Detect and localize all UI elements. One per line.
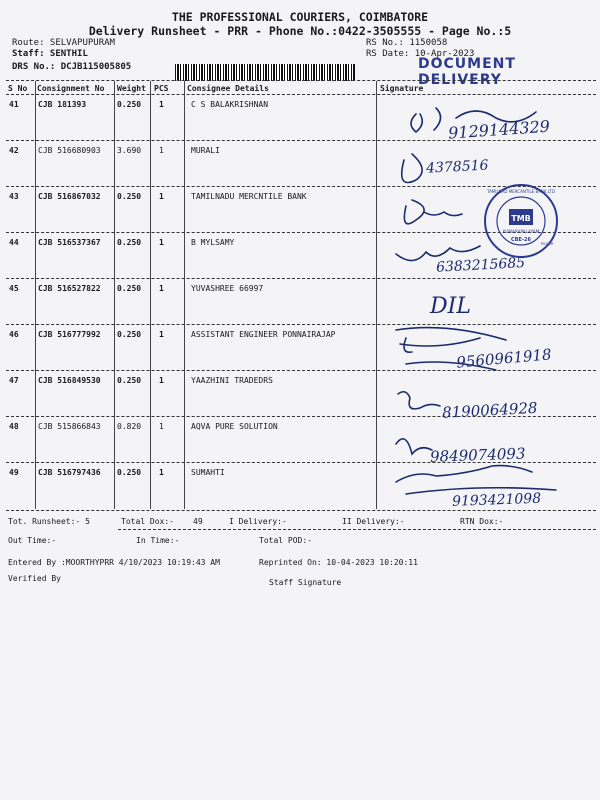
row-consignee: MURALI bbox=[191, 146, 220, 155]
row-consignee: B MYLSAMY bbox=[191, 238, 235, 247]
col-pcs: PCS bbox=[154, 84, 169, 93]
row-weight: 0.250 bbox=[117, 100, 142, 109]
seal-logo: TMB bbox=[511, 214, 531, 223]
row-weight: 0.250 bbox=[117, 468, 142, 477]
rtn-dox: RTN Dox:- bbox=[460, 517, 504, 526]
runsheet-subtitle: Delivery Runsheet - PRR - Phone No.:0422-3505555 - Page No.:5 bbox=[88, 24, 512, 38]
handwritten-phone: 9193421098 bbox=[451, 490, 542, 510]
total-dox-value: 49 bbox=[193, 517, 203, 526]
handwritten-phone: 6383215685 bbox=[435, 255, 526, 276]
row-consignment: CJB 516849530 bbox=[38, 376, 101, 385]
i-delivery: I Delivery:- bbox=[229, 517, 287, 526]
row-sno: 41 bbox=[9, 100, 19, 109]
rs-number: RS No.: 1150058 bbox=[366, 38, 448, 48]
row-pcs: 1 bbox=[159, 468, 164, 477]
row-consignment: CJB 516537367 bbox=[38, 238, 101, 247]
row-weight: 0.250 bbox=[117, 238, 142, 247]
row-pcs: 1 bbox=[159, 376, 164, 385]
in-time: In Time:- bbox=[136, 536, 180, 545]
bank-seal-stamp bbox=[483, 183, 559, 259]
document-delivery-stamp: DOCUMENT DELIVERY bbox=[418, 56, 516, 88]
signature-42 bbox=[402, 154, 422, 183]
signature-49 bbox=[396, 466, 556, 494]
row-pcs: 1 bbox=[159, 330, 164, 339]
row-sno: 43 bbox=[9, 192, 19, 201]
row-weight: 0.820 bbox=[117, 422, 142, 431]
row-pcs: 1 bbox=[159, 146, 164, 155]
total-pod: Total POD:- bbox=[259, 536, 312, 545]
reprinted-on: Reprinted On: 10-04-2023 10:20:11 bbox=[259, 558, 418, 567]
staff-signature: Staff Signature bbox=[269, 578, 342, 587]
rs-date: RS Date: 10-Apr-2023 bbox=[366, 49, 475, 59]
row-consignment: CJB 516777992 bbox=[38, 330, 101, 339]
handwritten-phone: 9560961918 bbox=[455, 345, 553, 372]
seal-side: PUDUR bbox=[540, 242, 554, 246]
seal-code: CBE-26 bbox=[511, 237, 531, 243]
row-consignee: C S BALAKRISHNAN bbox=[191, 100, 269, 109]
row-sno: 49 bbox=[9, 468, 19, 477]
signature-43 bbox=[404, 200, 462, 224]
divider bbox=[118, 529, 596, 530]
handwritten-phone: 8190064928 bbox=[441, 398, 538, 422]
company-title: THE PROFESSIONAL COURIERS, COIMBATORE bbox=[171, 10, 429, 24]
row-sno: 47 bbox=[9, 376, 19, 385]
col-consignment: Consignment No bbox=[37, 84, 105, 93]
row-consignment: CJB 516867032 bbox=[38, 192, 101, 201]
row-sno: 46 bbox=[9, 330, 19, 339]
total-runsheet: Tot. Runsheet:- 5 bbox=[8, 517, 90, 526]
route: Route: SELVAPUPURAM bbox=[12, 38, 115, 48]
col-weight: Weight bbox=[117, 84, 146, 93]
signature-47 bbox=[398, 392, 440, 409]
row-consignee: SUMAHTI bbox=[191, 468, 225, 477]
handwritten-phone: 9849074093 bbox=[429, 444, 526, 466]
col-sno: S No bbox=[8, 84, 28, 93]
ii-delivery: II Delivery:- bbox=[342, 517, 405, 526]
row-consignee: TAMILNADU MERCNTILE BANK bbox=[191, 192, 307, 201]
row-consignment: CJB 515866843 bbox=[38, 422, 101, 431]
row-consignment: CJB 516797436 bbox=[38, 468, 101, 477]
handwritten-phone: 9129144329 bbox=[447, 116, 551, 143]
handwritten-phone: 4378516 bbox=[425, 157, 489, 177]
drs-number: DRS No.: DCJB115005805 bbox=[12, 62, 132, 72]
col-signature: Signature bbox=[380, 84, 424, 93]
row-pcs: 1 bbox=[159, 284, 164, 293]
row-consignee: YAAZHINI TRADEDRS bbox=[191, 376, 273, 385]
row-pcs: 1 bbox=[159, 192, 164, 201]
row-weight: 3.690 bbox=[117, 146, 142, 155]
row-pcs: 1 bbox=[159, 100, 164, 109]
row-consignee: AQVA PURE SOLUTION bbox=[191, 422, 278, 431]
row-pcs: 1 bbox=[159, 422, 164, 431]
entered-by: Entered By :MOORTHYPRR 4/10/2023 10:19:43 AM bbox=[8, 558, 220, 567]
row-weight: 0.250 bbox=[117, 376, 142, 385]
row-weight: 0.250 bbox=[117, 192, 142, 201]
total-dox-label: Total Dox:- bbox=[121, 517, 174, 526]
row-sno: 48 bbox=[9, 422, 19, 431]
row-pcs: 1 bbox=[159, 238, 164, 247]
row-sno: 45 bbox=[9, 284, 19, 293]
row-weight: 0.250 bbox=[117, 330, 142, 339]
seal-branch: KUMARAPALAYAM bbox=[502, 229, 540, 234]
row-consignment: CJB 516527822 bbox=[38, 284, 101, 293]
signature-45 bbox=[396, 328, 506, 346]
row-sno: 42 bbox=[9, 146, 19, 155]
col-consignee: Consignee Details bbox=[187, 84, 269, 93]
staff: Staff: SENTHIL bbox=[12, 49, 88, 59]
row-weight: 0.250 bbox=[117, 284, 142, 293]
seal-bank-name: TAMILNAD MERCANTILE BANK LTD bbox=[486, 189, 556, 194]
row-consignment: CJB 181393 bbox=[38, 100, 87, 109]
verified-by: Verified By bbox=[8, 574, 61, 583]
row-sno: 44 bbox=[9, 238, 19, 247]
row-consignee: YUVASHREE 66997 bbox=[191, 284, 264, 293]
signature-48 bbox=[396, 439, 432, 454]
out-time: Out Time:- bbox=[8, 536, 57, 545]
handwritten-mark: DIL bbox=[430, 294, 471, 319]
row-consignee: ASSISTANT ENGINEER PONNAIRAJAP bbox=[191, 330, 336, 339]
row-consignment: CJB 516680903 bbox=[38, 146, 101, 155]
